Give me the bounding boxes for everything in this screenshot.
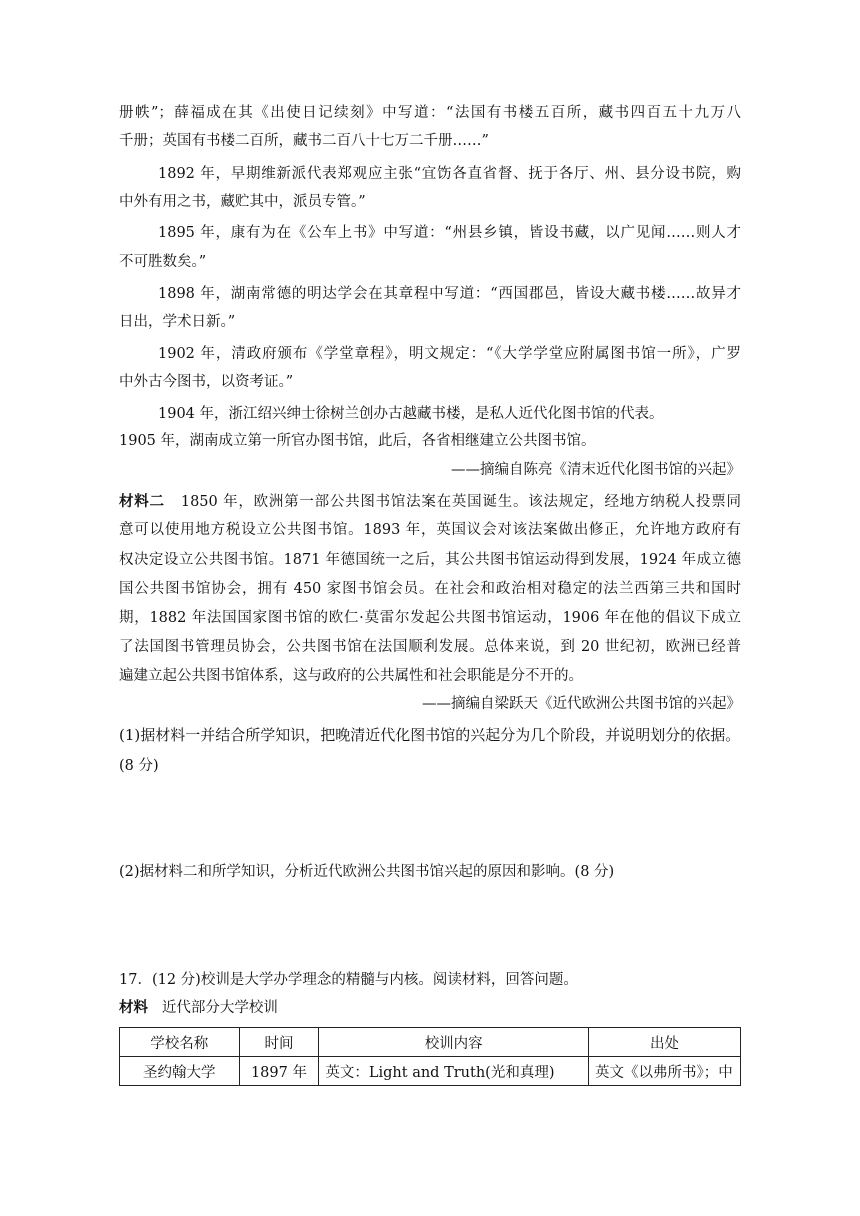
material1-paragraph-line: 册帙”；薛福成在其《出使日记续刻》中写道：“法国有书楼五百所，藏书四百五十九万八 [119,105,741,121]
table-header-cell: 出处 [589,1028,741,1057]
material-caption: 近代部分大学校训 [161,1000,278,1016]
table-cell: 英文：Light and Truth(光和真理) [319,1057,589,1086]
question-1-score: (8 分) [119,758,159,774]
material2-paragraph-line: 遍建立起公共图书馆体系，这与政府的公共属性和社会职能是分不开的。 [119,668,583,684]
material1-source: ——摘编自陈亮《清末近代化图书馆的兴起》 [451,462,741,478]
motto-table [119,1027,741,1086]
material-label: 材料 [119,999,148,1016]
material2-paragraph-line: 国公共图书馆协会，拥有 450 家图书馆会员。在社会和政治相对稳定的法兰西第三共和国时 [119,581,741,597]
material2-first-line [119,492,741,512]
question-1: (1)据材料一并结合所学知识，把晚清近代化图书馆的兴起分为几个阶段，并说明划分的依据。 [119,726,741,744]
table-cell: 英文《以弗所书》；中 [589,1057,741,1086]
material1-paragraph-line: 1895 年，康有为在《公车上书》中写道：“州县乡镇，皆设书藏，以广见闻……则人才 [158,225,741,241]
material1-paragraph-line: 1905 年，湖南成立第一所官办图书馆，此后，各省相继建立公共图书馆。 [119,433,596,449]
material2-paragraph-line: 了法国图书管理员协会，公共图书馆在法国顺利发展。总体来说，到 20 世纪初，欧洲已经普 [119,639,741,655]
question-17-material [119,998,278,1018]
material1-paragraph-line: 中外古今图书，以资考证。” [119,374,294,390]
table-header-cell: 校训内容 [319,1028,589,1057]
material2-label: 材料二 [119,493,165,510]
material1-paragraph-line: 不可胜数矣。” [119,254,207,270]
material1-paragraph-line: 1904 年，浙江绍兴绅士徐树兰创办古越藏书楼，是私人近代化图书馆的代表。 [158,406,664,422]
material2-source: ——摘编自梁跃天《近代欧洲公共图书馆的兴起》 [422,696,741,712]
material1-paragraph-line: 千册；英国有书楼二百所，藏书二百八十七万二千册……” [119,133,489,149]
material1-paragraph-line: 1892 年，早期维新派代表郑观应主张“宜饬各直省督、抚于各厅、州、县分设书院，购 [158,166,741,182]
table-cell: 1897 年 [239,1057,319,1086]
table-header-cell: 学校名称 [120,1028,240,1057]
question-17-title: 17．(12 分)校训是大学办学理念的精髓与内核。阅读材料，回答问题。 [119,972,578,988]
material1-paragraph-line: 1898 年，湖南常德的明达学会在其章程中写道：“西国郡邑，皆设大藏书楼……故异才 [158,286,741,302]
material2-text: 1850 年，欧洲第一部公共图书馆法案在英国诞生。该法规定，经地方纳税人投票同 [180,494,741,510]
question-2: (2)据材料二和所学知识，分析近代欧洲公共图书馆兴起的原因和影响。(8 分) [119,864,615,880]
material1-paragraph-line: 日出，学术日新。” [119,314,236,330]
material2-paragraph-line: 期，1882 年法国国家图书馆的欧仁·莫雷尔发起公共图书馆运动，1906 年在他的倡议下成立 [119,610,741,626]
material1-paragraph-line: 中外有用之书，藏贮其中，派员专管。” [119,194,366,210]
table-header-cell: 时间 [239,1028,319,1057]
material2-paragraph-line: 意可以使用地方税设立公共图书馆。1893 年，英国议会对该法案做出修正，允许地方政府有 [119,522,741,538]
table-header-row [120,1028,741,1057]
material1-paragraph-line: 1902 年，清政府颁布《学堂章程》，明文规定：“《大学学堂应附属图书馆一所》，广罗 [158,346,741,362]
material2-paragraph-line: 权决定设立公共图书馆。1871 年德国统一之后，其公共图书馆运动得到发展，1924 年成立德 [119,552,741,568]
table-row [120,1057,741,1086]
table-cell: 圣约翰大学 [120,1057,240,1086]
